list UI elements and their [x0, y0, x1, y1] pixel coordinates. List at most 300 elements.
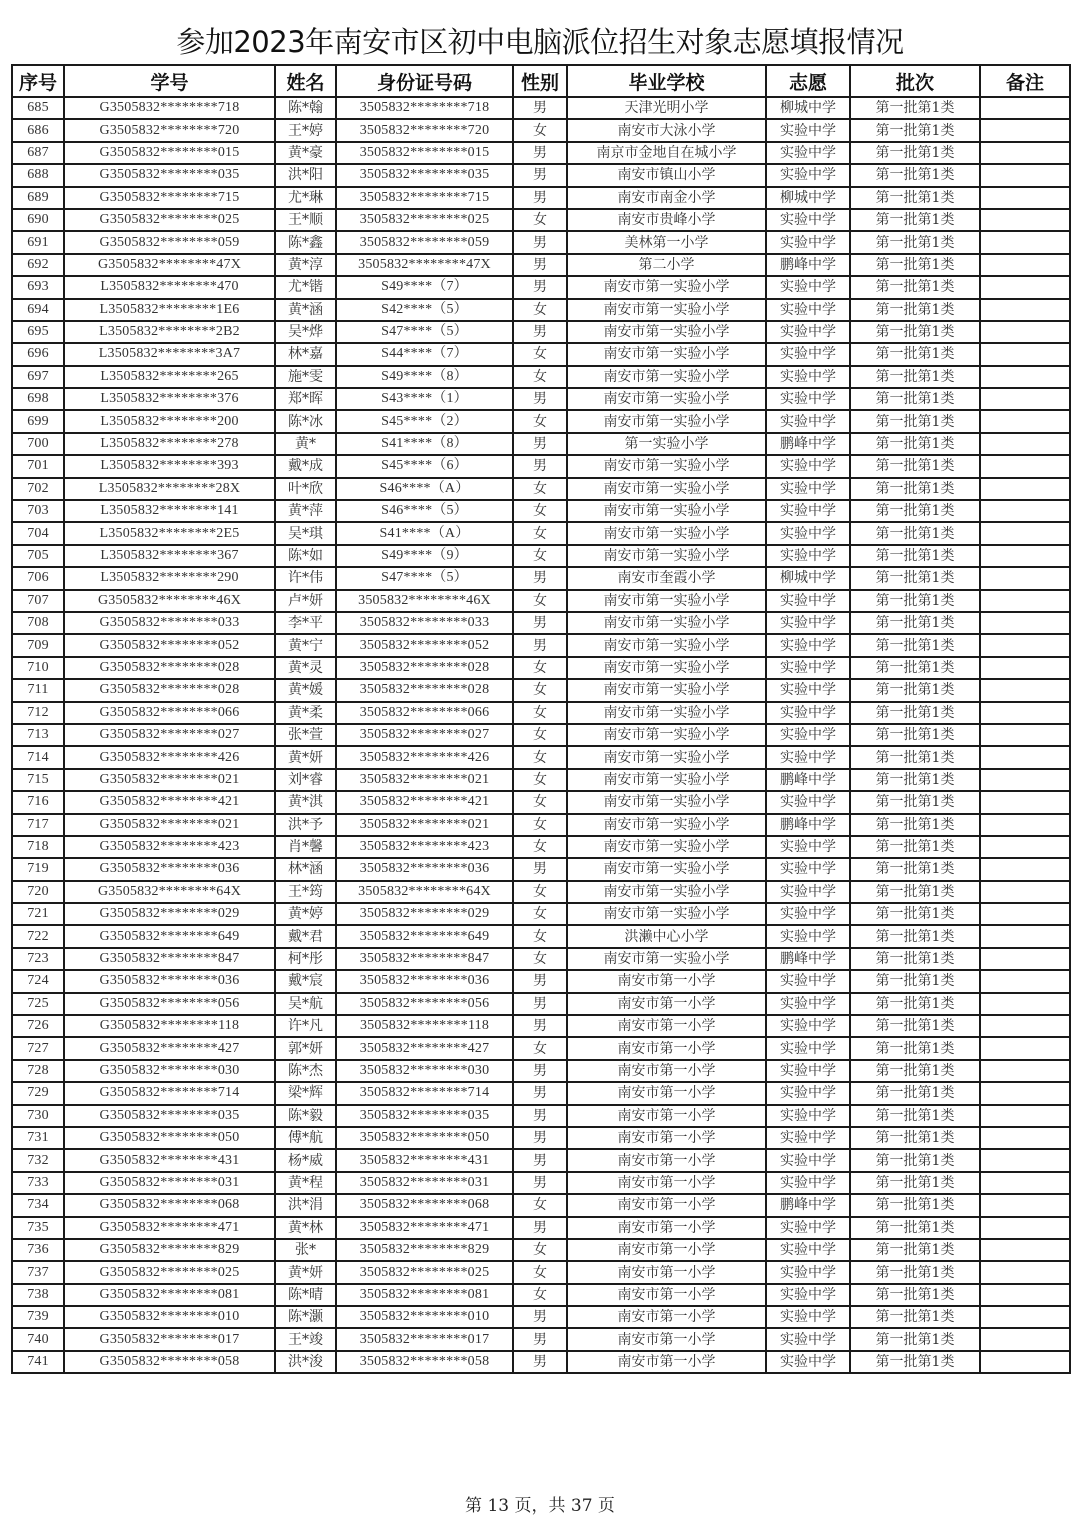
cell-id-number: 3505832********028 [336, 679, 513, 701]
cell-gender: 女 [513, 1037, 567, 1059]
table-row [12, 321, 1070, 343]
cell-school: 南安市第一小学 [567, 1060, 766, 1082]
cell-index: 687 [12, 142, 64, 164]
cell-remarks [980, 276, 1070, 298]
cell-school: 南安市第一实验小学 [567, 299, 766, 321]
table-row [12, 836, 1070, 858]
cell-remarks [980, 836, 1070, 858]
cell-school: 南安市第一实验小学 [567, 612, 766, 634]
cell-gender: 男 [513, 231, 567, 253]
cell-gender: 男 [513, 1172, 567, 1194]
cell-preference: 鹏峰中学 [766, 948, 850, 970]
cell-remarks [980, 410, 1070, 432]
cell-preference: 实验中学 [766, 321, 850, 343]
cell-id-number: 3505832********017 [336, 1328, 513, 1350]
cell-school: 南安市第一实验小学 [567, 478, 766, 500]
cell-gender: 女 [513, 791, 567, 813]
cell-preference: 实验中学 [766, 634, 850, 656]
cell-student-id: G3505832********427 [64, 1037, 275, 1059]
cell-school: 南安市第一实验小学 [567, 746, 766, 768]
cell-student-id: G3505832********068 [64, 1194, 275, 1216]
cell-student-id: G3505832********423 [64, 836, 275, 858]
cell-name: 黄*媛 [275, 679, 336, 701]
col-header-name: 姓名 [275, 65, 336, 97]
cell-remarks [980, 858, 1070, 880]
cell-gender: 女 [513, 545, 567, 567]
cell-gender: 女 [513, 1239, 567, 1261]
cell-index: 740 [12, 1328, 64, 1350]
cell-school: 南安市大泳小学 [567, 119, 766, 141]
cell-batch: 第一批第1类 [850, 1060, 980, 1082]
cell-preference: 柳城中学 [766, 567, 850, 589]
cell-preference: 实验中学 [766, 164, 850, 186]
cell-school: 南安市第一小学 [567, 1239, 766, 1261]
cell-preference: 实验中学 [766, 209, 850, 231]
cell-id-number: S45****（6） [336, 455, 513, 477]
cell-preference: 实验中学 [766, 500, 850, 522]
cell-name: 戴*成 [275, 455, 336, 477]
cell-name: 尤*琳 [275, 187, 336, 209]
cell-remarks [980, 1217, 1070, 1239]
cell-batch: 第一批第1类 [850, 836, 980, 858]
cell-id-number: 3505832********829 [336, 1239, 513, 1261]
cell-id-number: 3505832********058 [336, 1351, 513, 1373]
cell-batch: 第一批第1类 [850, 1306, 980, 1328]
cell-name: 陈*翰 [275, 97, 336, 119]
cell-gender: 男 [513, 1127, 567, 1149]
table-row [12, 366, 1070, 388]
cell-school: 南安市第一实验小学 [567, 858, 766, 880]
cell-batch: 第一批第1类 [850, 1217, 980, 1239]
cell-school: 南安市第一小学 [567, 1261, 766, 1283]
cell-index: 691 [12, 231, 64, 253]
cell-index: 686 [12, 119, 64, 141]
cell-id-number: 3505832********47X [336, 254, 513, 276]
cell-index: 735 [12, 1217, 64, 1239]
cell-preference: 鹏峰中学 [766, 254, 850, 276]
document-title: 参加2023年南安市区初中电脑派位招生对象志愿填报情况 [176, 25, 904, 59]
cell-preference: 实验中学 [766, 993, 850, 1015]
cell-id-number: 3505832********030 [336, 1060, 513, 1082]
cell-remarks [980, 1127, 1070, 1149]
cell-student-id: L3505832********367 [64, 545, 275, 567]
cell-name: 陈*晴 [275, 1284, 336, 1306]
cell-student-id: L3505832********265 [64, 366, 275, 388]
cell-school: 南安市第一实验小学 [567, 702, 766, 724]
cell-batch: 第一批第1类 [850, 410, 980, 432]
table-row [12, 433, 1070, 455]
cell-preference: 实验中学 [766, 1351, 850, 1373]
cell-preference: 实验中学 [766, 1127, 850, 1149]
table-row [12, 164, 1070, 186]
col-header-index: 序号 [12, 65, 64, 97]
cell-gender: 女 [513, 343, 567, 365]
cell-gender: 女 [513, 590, 567, 612]
cell-remarks [980, 1306, 1070, 1328]
cell-batch: 第一批第1类 [850, 455, 980, 477]
cell-index: 729 [12, 1082, 64, 1104]
cell-id-number: S43****（1） [336, 388, 513, 410]
cell-gender: 男 [513, 1217, 567, 1239]
cell-student-id: L3505832********1E6 [64, 299, 275, 321]
cell-batch: 第一批第1类 [850, 1105, 980, 1127]
table-row [12, 679, 1070, 701]
enrollment-table [11, 64, 1071, 1374]
cell-remarks [980, 366, 1070, 388]
cell-school: 南安市第一小学 [567, 1328, 766, 1350]
table-row [12, 881, 1070, 903]
cell-batch: 第一批第1类 [850, 769, 980, 791]
cell-gender: 女 [513, 209, 567, 231]
cell-school: 南安市第一小学 [567, 1149, 766, 1171]
cell-student-id: G3505832********431 [64, 1149, 275, 1171]
cell-school: 南京市金地自在城小学 [567, 142, 766, 164]
cell-gender: 女 [513, 410, 567, 432]
cell-student-id: L3505832********2B2 [64, 321, 275, 343]
cell-gender: 女 [513, 657, 567, 679]
cell-name: 陈*如 [275, 545, 336, 567]
cell-gender: 女 [513, 478, 567, 500]
cell-preference: 鹏峰中学 [766, 1194, 850, 1216]
cell-id-number: 3505832********718 [336, 97, 513, 119]
cell-gender: 男 [513, 276, 567, 298]
cell-remarks [980, 903, 1070, 925]
cell-index: 739 [12, 1306, 64, 1328]
cell-batch: 第一批第1类 [850, 1149, 980, 1171]
cell-remarks [980, 388, 1070, 410]
cell-name: 黄*林 [275, 1217, 336, 1239]
cell-gender: 男 [513, 1082, 567, 1104]
cell-batch: 第一批第1类 [850, 522, 980, 544]
cell-name: 许*伟 [275, 567, 336, 589]
cell-student-id: L3505832********28X [64, 478, 275, 500]
cell-name: 王*竣 [275, 1328, 336, 1350]
cell-school: 南安市第一小学 [567, 1284, 766, 1306]
cell-index: 699 [12, 410, 64, 432]
table-row [12, 1328, 1070, 1350]
cell-name: 黄*涵 [275, 299, 336, 321]
cell-index: 738 [12, 1284, 64, 1306]
cell-gender: 女 [513, 769, 567, 791]
cell-name: 刘*睿 [275, 769, 336, 791]
cell-batch: 第一批第1类 [850, 590, 980, 612]
cell-school: 南安市第一小学 [567, 1037, 766, 1059]
cell-index: 741 [12, 1351, 64, 1373]
cell-student-id: G3505832********47X [64, 254, 275, 276]
table-row [12, 522, 1070, 544]
cell-remarks [980, 657, 1070, 679]
cell-school: 第一实验小学 [567, 433, 766, 455]
cell-student-id: G3505832********720 [64, 119, 275, 141]
cell-batch: 第一批第1类 [850, 1172, 980, 1194]
cell-id-number: S46****（A） [336, 478, 513, 500]
cell-id-number: S49****（8） [336, 366, 513, 388]
cell-school: 南安市第一实验小学 [567, 455, 766, 477]
cell-index: 727 [12, 1037, 64, 1059]
cell-preference: 鹏峰中学 [766, 814, 850, 836]
cell-remarks [980, 1284, 1070, 1306]
cell-name: 黄*程 [275, 1172, 336, 1194]
cell-id-number: S45****（2） [336, 410, 513, 432]
cell-school: 天津光明小学 [567, 97, 766, 119]
cell-gender: 女 [513, 1261, 567, 1283]
cell-batch: 第一批第1类 [850, 657, 980, 679]
table-row [12, 1194, 1070, 1216]
cell-index: 698 [12, 388, 64, 410]
cell-remarks [980, 1351, 1070, 1373]
cell-preference: 实验中学 [766, 858, 850, 880]
cell-school: 南安市镇山小学 [567, 164, 766, 186]
cell-index: 705 [12, 545, 64, 567]
col-header-id-number: 身份证号码 [336, 65, 513, 97]
cell-batch: 第一批第1类 [850, 187, 980, 209]
cell-index: 685 [12, 97, 64, 119]
table-row [12, 1172, 1070, 1194]
cell-id-number: 3505832********068 [336, 1194, 513, 1216]
cell-gender: 男 [513, 388, 567, 410]
cell-name: 陈*鑫 [275, 231, 336, 253]
cell-id-number: S47****（5） [336, 567, 513, 589]
cell-name: 陈*灏 [275, 1306, 336, 1328]
table-row [12, 187, 1070, 209]
cell-student-id: G3505832********030 [64, 1060, 275, 1082]
cell-id-number: S41****（A） [336, 522, 513, 544]
cell-index: 737 [12, 1261, 64, 1283]
cell-school: 洪濑中心小学 [567, 925, 766, 947]
cell-index: 715 [12, 769, 64, 791]
cell-preference: 实验中学 [766, 724, 850, 746]
cell-batch: 第一批第1类 [850, 925, 980, 947]
cell-student-id: G3505832********021 [64, 814, 275, 836]
cell-index: 695 [12, 321, 64, 343]
cell-school: 南安市第一小学 [567, 1306, 766, 1328]
cell-name: 黄*淳 [275, 254, 336, 276]
cell-remarks [980, 1060, 1070, 1082]
cell-remarks [980, 254, 1070, 276]
col-header-batch: 批次 [850, 65, 980, 97]
cell-school: 美林第一小学 [567, 231, 766, 253]
cell-id-number: 3505832********027 [336, 724, 513, 746]
cell-batch: 第一批第1类 [850, 299, 980, 321]
cell-id-number: 3505832********036 [336, 858, 513, 880]
table-body [12, 97, 1070, 1373]
cell-batch: 第一批第1类 [850, 1261, 980, 1283]
table-row [12, 97, 1070, 119]
cell-batch: 第一批第1类 [850, 948, 980, 970]
cell-id-number: S41****（8） [336, 433, 513, 455]
cell-gender: 男 [513, 321, 567, 343]
cell-gender: 女 [513, 925, 567, 947]
cell-name: 傅*航 [275, 1127, 336, 1149]
cell-remarks [980, 948, 1070, 970]
cell-id-number: 3505832********64X [336, 881, 513, 903]
cell-preference: 实验中学 [766, 1284, 850, 1306]
cell-remarks [980, 970, 1070, 992]
cell-name: 陈*毅 [275, 1105, 336, 1127]
table-row [12, 903, 1070, 925]
cell-id-number: 3505832********118 [336, 1015, 513, 1037]
cell-preference: 实验中学 [766, 455, 850, 477]
cell-name: 王*筠 [275, 881, 336, 903]
cell-student-id: G3505832********64X [64, 881, 275, 903]
cell-batch: 第一批第1类 [850, 1082, 980, 1104]
cell-preference: 实验中学 [766, 970, 850, 992]
table-row [12, 142, 1070, 164]
cell-name: 张*萱 [275, 724, 336, 746]
cell-school: 南安市第一小学 [567, 1217, 766, 1239]
cell-id-number: 3505832********715 [336, 187, 513, 209]
cell-gender: 男 [513, 1306, 567, 1328]
table-row [12, 1284, 1070, 1306]
table-row [12, 1217, 1070, 1239]
cell-student-id: L3505832********3A7 [64, 343, 275, 365]
cell-student-id: L3505832********376 [64, 388, 275, 410]
cell-preference: 实验中学 [766, 1306, 850, 1328]
cell-id-number: 3505832********035 [336, 1105, 513, 1127]
cell-student-id: L3505832********290 [64, 567, 275, 589]
cell-school: 南安市第一实验小学 [567, 657, 766, 679]
cell-school: 南安市第一小学 [567, 993, 766, 1015]
cell-name: 柯*彤 [275, 948, 336, 970]
cell-school: 南安市第一小学 [567, 1351, 766, 1373]
cell-batch: 第一批第1类 [850, 724, 980, 746]
cell-id-number: 3505832********714 [336, 1082, 513, 1104]
cell-school: 南安市第一小学 [567, 1015, 766, 1037]
cell-student-id: G3505832********025 [64, 209, 275, 231]
table-row [12, 1261, 1070, 1283]
cell-remarks [980, 590, 1070, 612]
cell-student-id: G3505832********471 [64, 1217, 275, 1239]
cell-id-number: 3505832********423 [336, 836, 513, 858]
cell-batch: 第一批第1类 [850, 366, 980, 388]
cell-batch: 第一批第1类 [850, 1351, 980, 1373]
cell-id-number: S49****（9） [336, 545, 513, 567]
cell-index: 722 [12, 925, 64, 947]
cell-preference: 实验中学 [766, 702, 850, 724]
table-row [12, 500, 1070, 522]
cell-name: 杨*威 [275, 1149, 336, 1171]
table-row [12, 1149, 1070, 1171]
cell-student-id: G3505832********058 [64, 1351, 275, 1373]
cell-preference: 实验中学 [766, 612, 850, 634]
cell-index: 718 [12, 836, 64, 858]
cell-index: 732 [12, 1149, 64, 1171]
cell-gender: 男 [513, 187, 567, 209]
cell-index: 730 [12, 1105, 64, 1127]
cell-gender: 男 [513, 567, 567, 589]
cell-preference: 柳城中学 [766, 187, 850, 209]
table-row [12, 634, 1070, 656]
cell-remarks [980, 791, 1070, 813]
cell-gender: 男 [513, 142, 567, 164]
cell-preference: 实验中学 [766, 1149, 850, 1171]
cell-name: 陈*杰 [275, 1060, 336, 1082]
cell-id-number: 3505832********052 [336, 634, 513, 656]
cell-index: 708 [12, 612, 64, 634]
table-row [12, 590, 1070, 612]
page-footer: 第 13 页，共 37 页 [465, 1496, 615, 1516]
table-row [12, 299, 1070, 321]
cell-gender: 女 [513, 881, 567, 903]
cell-index: 689 [12, 187, 64, 209]
cell-id-number: 3505832********033 [336, 612, 513, 634]
cell-batch: 第一批第1类 [850, 388, 980, 410]
table-row [12, 231, 1070, 253]
cell-preference: 实验中学 [766, 925, 850, 947]
cell-preference: 实验中学 [766, 1261, 850, 1283]
cell-school: 南安市第一小学 [567, 1172, 766, 1194]
cell-remarks [980, 724, 1070, 746]
cell-remarks [980, 1261, 1070, 1283]
cell-index: 717 [12, 814, 64, 836]
cell-preference: 实验中学 [766, 1217, 850, 1239]
table-row [12, 925, 1070, 947]
table-row [12, 769, 1070, 791]
cell-preference: 实验中学 [766, 1082, 850, 1104]
cell-name: 尤*锴 [275, 276, 336, 298]
cell-student-id: G3505832********031 [64, 1172, 275, 1194]
cell-batch: 第一批第1类 [850, 746, 980, 768]
cell-student-id: L3505832********393 [64, 455, 275, 477]
cell-school: 南安市第一小学 [567, 1082, 766, 1104]
cell-remarks [980, 1082, 1070, 1104]
cell-name: 洪*涓 [275, 1194, 336, 1216]
cell-name: 肖*馨 [275, 836, 336, 858]
table-row [12, 724, 1070, 746]
cell-remarks [980, 500, 1070, 522]
cell-index: 725 [12, 993, 64, 1015]
cell-index: 736 [12, 1239, 64, 1261]
cell-student-id: G3505832********015 [64, 142, 275, 164]
cell-school: 南安市第一实验小学 [567, 791, 766, 813]
cell-gender: 女 [513, 500, 567, 522]
cell-batch: 第一批第1类 [850, 881, 980, 903]
cell-id-number: 3505832********081 [336, 1284, 513, 1306]
cell-batch: 第一批第1类 [850, 1328, 980, 1350]
cell-student-id: G3505832********052 [64, 634, 275, 656]
cell-name: 郭*妍 [275, 1037, 336, 1059]
cell-name: 黄*淇 [275, 791, 336, 813]
cell-student-id: G3505832********029 [64, 903, 275, 925]
cell-id-number: 3505832********720 [336, 119, 513, 141]
cell-name: 黄*婷 [275, 903, 336, 925]
cell-school: 南安市第一小学 [567, 1194, 766, 1216]
cell-student-id: G3505832********066 [64, 702, 275, 724]
cell-student-id: L3505832********141 [64, 500, 275, 522]
cell-gender: 女 [513, 1194, 567, 1216]
cell-student-id: G3505832********829 [64, 1239, 275, 1261]
cell-remarks [980, 1328, 1070, 1350]
cell-batch: 第一批第1类 [850, 321, 980, 343]
cell-student-id: G3505832********010 [64, 1306, 275, 1328]
cell-name: 林*嘉 [275, 343, 336, 365]
cell-index: 696 [12, 343, 64, 365]
cell-gender: 女 [513, 814, 567, 836]
cell-name: 黄*妍 [275, 1261, 336, 1283]
cell-student-id: G3505832********028 [64, 657, 275, 679]
cell-name: 叶*欣 [275, 478, 336, 500]
cell-batch: 第一批第1类 [850, 1037, 980, 1059]
cell-name: 卢*妍 [275, 590, 336, 612]
table-row [12, 388, 1070, 410]
cell-batch: 第一批第1类 [850, 478, 980, 500]
table-row [12, 567, 1070, 589]
cell-remarks [980, 1149, 1070, 1171]
cell-index: 733 [12, 1172, 64, 1194]
cell-preference: 柳城中学 [766, 97, 850, 119]
cell-batch: 第一批第1类 [850, 97, 980, 119]
cell-name: 黄*灵 [275, 657, 336, 679]
